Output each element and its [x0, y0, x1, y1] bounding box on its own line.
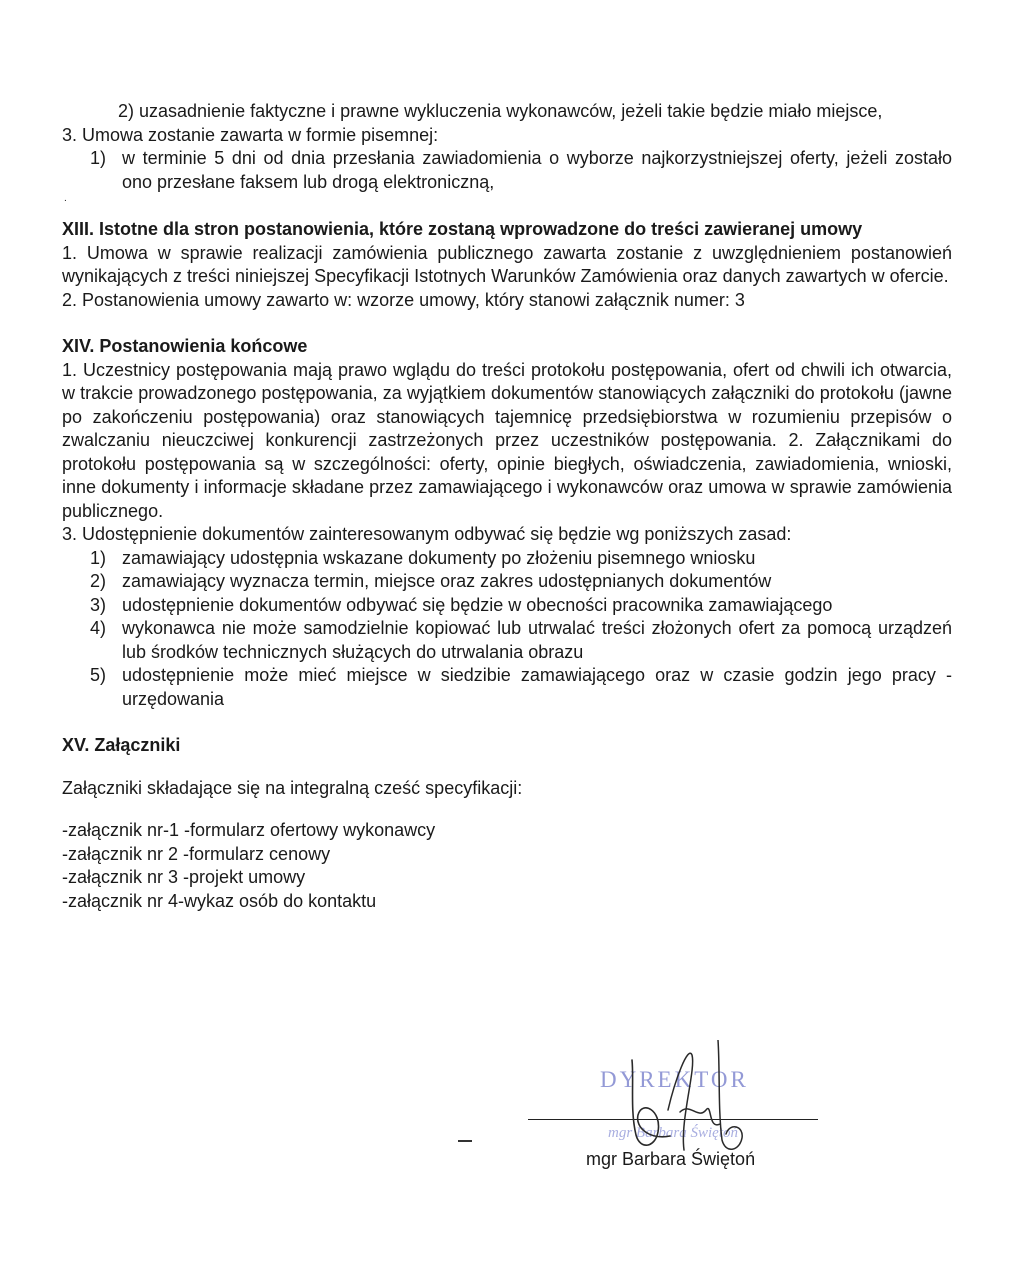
- printed-signatory-name: mgr Barbara Świętoń: [586, 1149, 756, 1169]
- list-item: [62, 594, 952, 618]
- exclusion-justification-point: [62, 100, 952, 124]
- list-item: [62, 547, 952, 571]
- list-item: [62, 617, 952, 664]
- list-item: [62, 570, 952, 594]
- section-xiii-paragraph-2: 2. Postanowienia umowy zawarto w: wzorze umowy, który stanowi załącznik numer: 3: [62, 289, 745, 310]
- list-item-number: 5): [90, 665, 107, 685]
- section-xiv-heading: XIV. Postanowienia końcowe: [62, 336, 308, 356]
- subpoint-text: w terminie 5 dni od dnia przesłania zawiadomienia o wyborze najkorzystniejszej oferty, jeżeli zostało ono przesłane faksem lub drogą elektroniczną,: [122, 148, 952, 192]
- section-xiii-paragraph-1: 1. Umowa w sprawie realizacji zamówienia publicznego zawarta zostanie z uwzględnieniem postanowień wynikających z treści niniejszej Specyfikacji Istotnych Warunków Zamówienia oraz danych zawartych w ofercie.: [62, 242, 952, 286]
- subpoint-number: 1): [90, 148, 107, 168]
- attachment-item: -załącznik nr 3 -projekt umowy: [62, 867, 306, 887]
- list-item-number: 1): [90, 547, 107, 568]
- list-item-text: udostępnienie może mieć miejsce w siedzibie zamawiającego oraz w czasie godzin jego pracy - urzędowania: [122, 665, 952, 709]
- access-rules-list: [62, 547, 952, 712]
- stray-dot: .: [64, 193, 67, 204]
- attachment-item: -załącznik nr-1 -formularz ofertowy wykonawcy: [62, 820, 436, 840]
- list-item-text: udostępnienie dokumentów odbywać się będzie w obecności pracownika zamawiającego: [122, 594, 833, 615]
- point-text: 2) uzasadnienie faktyczne i prawne wykluczenia wykonawców, jeżeli takie będzie miało miejsce,: [118, 101, 883, 121]
- contract-term-subpoint: [62, 147, 952, 194]
- director-stamp-name: mgr Barbara Świętoń: [608, 1125, 739, 1141]
- section-xv-heading: XV. Załączniki: [62, 735, 181, 755]
- list-item-text: zamawiający wyznacza termin, miejsce oraz zakres udostępnianych dokumentów: [122, 571, 772, 591]
- attachments-intro: Załączniki składające się na integralną cześć specyfikacji:: [62, 777, 523, 798]
- contract-form-point: 3. Umowa zostanie zawarta w formie pisemnej:: [62, 124, 439, 145]
- section-xiv-paragraph-1: 1. Uczestnicy postępowania mają prawo wglądu do treści protokołu postępowania, ofert od chwili ich otwarcia, w trakcie prowadzonego postępowania, za wyjątkiem dokumentów stanowiących załączniki do protokołu (jawne po zakończeniu postępowania) oraz stanowiących tajemnicę przedsiębiorstwa w rozumieniu przepisów o zwalczaniu nieuczciwej konkurencji zastrzeżonych przez uczestników postępowania. 2. Załącznikami do protokołu postępowania są w szczególności: oferty, opinie biegłych, oświadczenia, zawiadomienia, wnioski, inne dokumenty i informacje składane przez zamawiającego i wykonawców oraz umowa w sprawie zamówienia publicznego.: [62, 359, 952, 521]
- document-page: [62, 100, 952, 913]
- attachment-item: -załącznik nr 2 -formularz cenowy: [62, 843, 331, 864]
- section-xiv-paragraph-3: 3. Udostępnienie dokumentów zainteresowanym odbywać się będzie wg poniższych zasad:: [62, 524, 792, 544]
- section-xiii-heading: XIII. Istotne dla stron postanowienia, które zostaną wprowadzone do treści zawieranej umowy: [62, 219, 863, 239]
- list-item-number: 4): [90, 618, 107, 638]
- list-item-text: wykonawca nie może samodzielnie kopiować lub utrwalać treści złożonych ofert za pomocą urządzeń lub środków technicznych służących do utrwalania obrazu: [122, 618, 952, 662]
- attachments-list: [62, 819, 952, 913]
- list-item: [62, 664, 952, 711]
- director-stamp-title: DYREKTOR: [600, 1067, 749, 1092]
- attachment-item: -załącznik nr 4-wykaz osób do kontaktu: [62, 890, 377, 911]
- dash-mark: [458, 1140, 472, 1142]
- list-item-number: 3): [90, 594, 107, 615]
- list-item-text: zamawiający udostępnia wskazane dokumenty po złożeniu pisemnego wniosku: [122, 547, 756, 568]
- list-item-number: 2): [90, 571, 107, 591]
